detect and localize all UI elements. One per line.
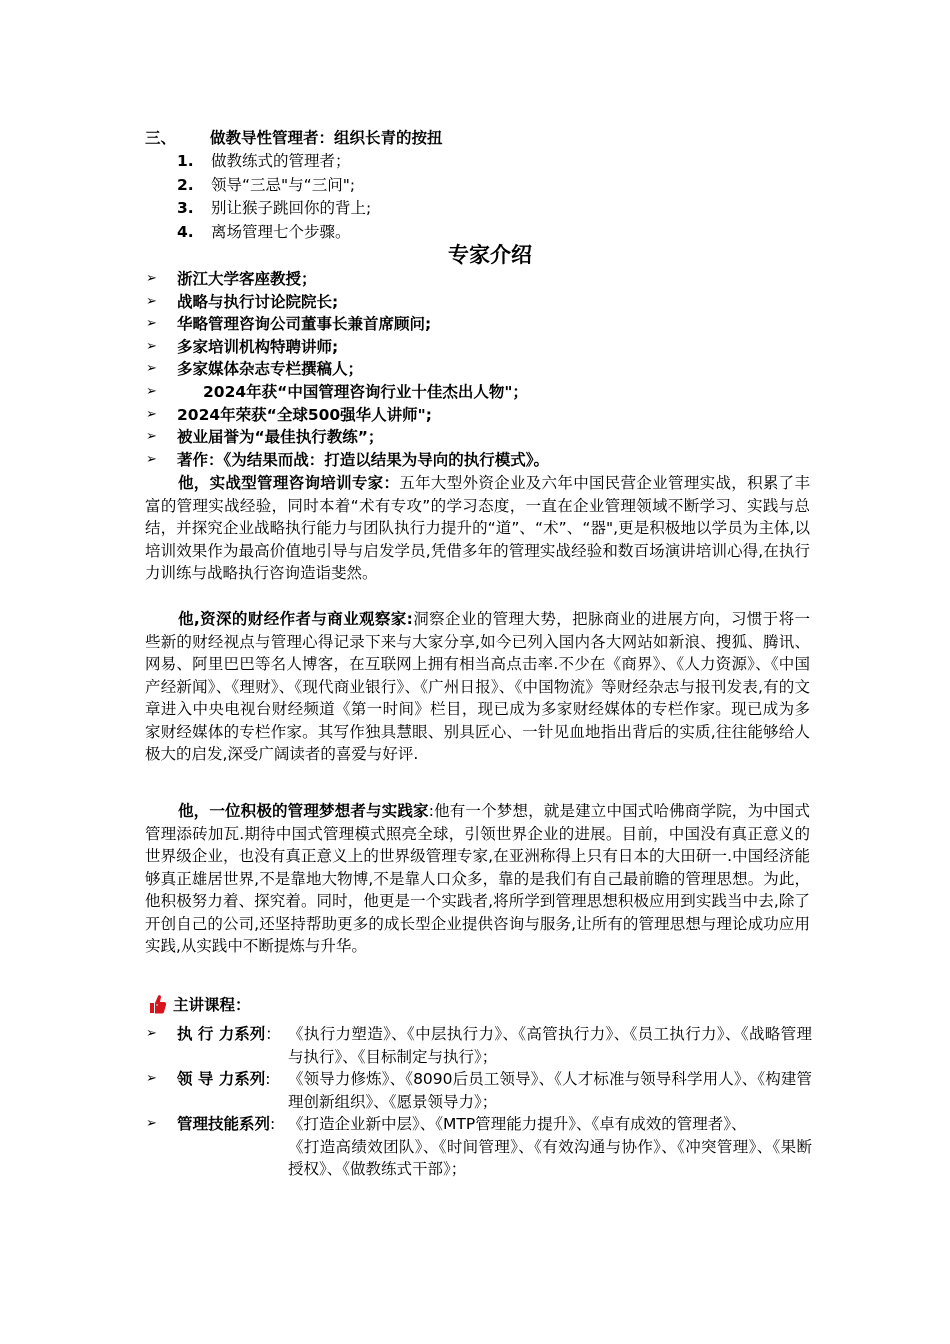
courses-heading-text: 主讲课程：: [173, 996, 251, 1014]
list-item: [0, 313, 950, 336]
section-number: 三、: [145, 129, 177, 147]
list-item-number: 1.: [177, 152, 194, 170]
list-item-number: 3.: [177, 199, 194, 217]
list-item-text: 离场管理七个步骤。: [211, 222, 351, 241]
list-item: [0, 174, 950, 198]
arrow-bullet-icon: ➢: [146, 383, 157, 399]
bio-paragraph-1: [145, 472, 810, 585]
arrow-bullet-icon: ➢: [146, 1116, 157, 1131]
thumbs-up-hand-icon: [147, 993, 167, 1015]
course-series-courses: 《领导力修炼》、《8090后员工领导》、《人才标准与领导科学用人》、《构建管理创新组织》、《愿景领导力》；: [288, 1070, 812, 1111]
list-item: [0, 426, 950, 449]
arrow-bullet-icon: ➢: [146, 406, 157, 422]
paragraph-text: 五年大型外资企业及六年中国民营企业管理实战，积累了丰富的管理实战经验，同时本着“术有专攻”的学习态度，一直在企业管理领域不断学习、实践与总结，并探究企业战略执行能力与团队执行力提升的“道”、“术”、“器",更是积极地以学员为主体,以培训效果作为最高价值地引导与启发学员,凭借多年的管理实战经验和数百场演讲培训心得,在执行力训练与战略执行咨询造诣斐然。: [145, 474, 810, 582]
list-item-text: 被业届誉为“最佳执行教练”；: [177, 428, 384, 447]
paragraph-lead: 他，一位积极的管理梦想者与实践家: [178, 802, 429, 820]
expert-titles-list: [0, 268, 950, 471]
section-numbered-list: [0, 150, 950, 244]
list-item-text: 领导“三忌"与“三问";: [211, 175, 356, 194]
bio-paragraph-3: [145, 800, 810, 958]
list-item-text: 战略与执行讨论院院长;: [177, 292, 339, 311]
list-item-text: 多家媒体杂志专栏撰稿人；: [177, 360, 364, 379]
section-title: 做教导性管理者：组织长青的按扭: [210, 129, 443, 147]
course-series-label: 管理技能系列:: [177, 1115, 276, 1133]
list-item: [0, 268, 950, 291]
paragraph-lead: 他，实战型管理咨询培训专家：: [178, 474, 400, 492]
list-item-number: 4.: [177, 222, 194, 241]
list-item: [0, 336, 950, 359]
arrow-bullet-icon: ➢: [146, 316, 157, 332]
course-line: 《打造高绩效团队》、《时间管理》、《有效沟通与协作》、《冲突管理》、《果断授权》、《做教练式干部》；: [288, 1137, 812, 1178]
list-item-text: 2024年荣获“全球500强华人讲师";: [177, 405, 432, 424]
arrow-bullet-icon: ➢: [146, 1071, 157, 1086]
list-item-text: 别让猴子跳回你的背上;: [211, 199, 372, 217]
course-series-courses: [288, 1113, 812, 1181]
expert-heading: 专家介绍: [448, 243, 532, 267]
list-item-text: 做教练式的管理者；: [211, 152, 351, 170]
paragraph-text: :他有一个梦想，就是建立中国式哈佛商学院，为中国式管理添砖加瓦.期待中国式管理模式照亮全球，引领世界企业的进展。目前，中国没有真正意义的世界级企业，也没有真正意义上的世界级管理专家,在亚洲称得上只有日本的大田研一.中国经济能够真正雄居世界,不是靠地大物博,不是靠人口众多，靠的是我们有自己最前瞻的管理思想。为此，他积极努力着、探究着。同时，他更是一个实践者,将所学到管理思想积极应用到实践当中去,除了开创自己的公司,还坚持帮助更多的成长型企业提供咨询与服务,让所有的管理思想与理论成功应用实践,从实践中不断提炼与升华。: [145, 802, 810, 955]
course-series-label: 执 行 力系列：: [177, 1025, 281, 1043]
list-item: [0, 381, 950, 404]
arrow-bullet-icon: ➢: [146, 1026, 157, 1041]
list-item-text: 浙江大学客座教授；: [177, 270, 317, 288]
course-series-row: [0, 1023, 950, 1068]
courses-heading: [147, 993, 251, 1017]
list-item: [0, 150, 950, 174]
list-item-text: 2024年获“中国管理咨询行业十佳杰出人物"；: [203, 382, 528, 401]
course-series-list: [0, 1023, 950, 1203]
arrow-bullet-icon: ➢: [146, 338, 157, 354]
list-item-number: 2.: [177, 175, 194, 194]
arrow-bullet-icon: ➢: [146, 451, 157, 467]
paragraph-lead: 他,资深的财经作者与商业观察家:: [178, 610, 413, 628]
list-item: [0, 197, 950, 221]
arrow-bullet-icon: ➢: [146, 429, 157, 445]
list-item-text: 多家培训机构特聘讲师;: [177, 337, 339, 356]
bio-paragraph-2: [145, 608, 810, 766]
course-series-courses: 《执行力塑造》、《中层执行力》、《高管执行力》、《员工执行力》、《战略管理与执行》、《目标制定与执行》；: [288, 1025, 812, 1066]
course-series-row: [0, 1068, 950, 1113]
course-line: 《打造企业新中层》、《MTP管理能力提升》、《卓有成效的管理者》、: [288, 1115, 747, 1133]
paragraph-text: 洞察企业的管理大势，把脉商业的进展方向，习惯于将一些新的财经视点与管理心得记录下来与大家分享,如今已列入国内各大网站如新浪、搜狐、腾讯、网易、阿里巴巴等名人博客，在互联网上拥有相当高点击率.不少在《商界》、《人力资源》、《中国产经新闻》、《理财》、《现代商业银行》、《广州日报》、《中国物流》等财经杂志与报刊发表,有的文章进入中央电视台财经频道《第一时间》栏目，现已成为多家财经媒体的专栏作家。现已成为多家财经媒体的专栏作家。其写作独具慧眼、别具匠心、一针见血地指出背后的实质,往往能够给人极大的启发,深受广阔读者的喜爱与好评.: [145, 610, 810, 763]
list-item: [0, 449, 950, 472]
arrow-bullet-icon: ➢: [146, 293, 157, 309]
course-series-label: 领 导 力系列:: [177, 1070, 271, 1088]
list-item: [0, 291, 950, 314]
list-item: [0, 358, 950, 381]
list-item-text: 著作：《为结果而战：打造以结果为导向的执行模式》。: [177, 450, 550, 469]
list-item-text: 华略管理咨询公司董事长兼首席顾问;: [177, 315, 432, 334]
course-series-row: [0, 1113, 950, 1203]
arrow-bullet-icon: ➢: [146, 271, 157, 286]
list-item: [0, 404, 950, 427]
arrow-bullet-icon: ➢: [146, 361, 157, 377]
